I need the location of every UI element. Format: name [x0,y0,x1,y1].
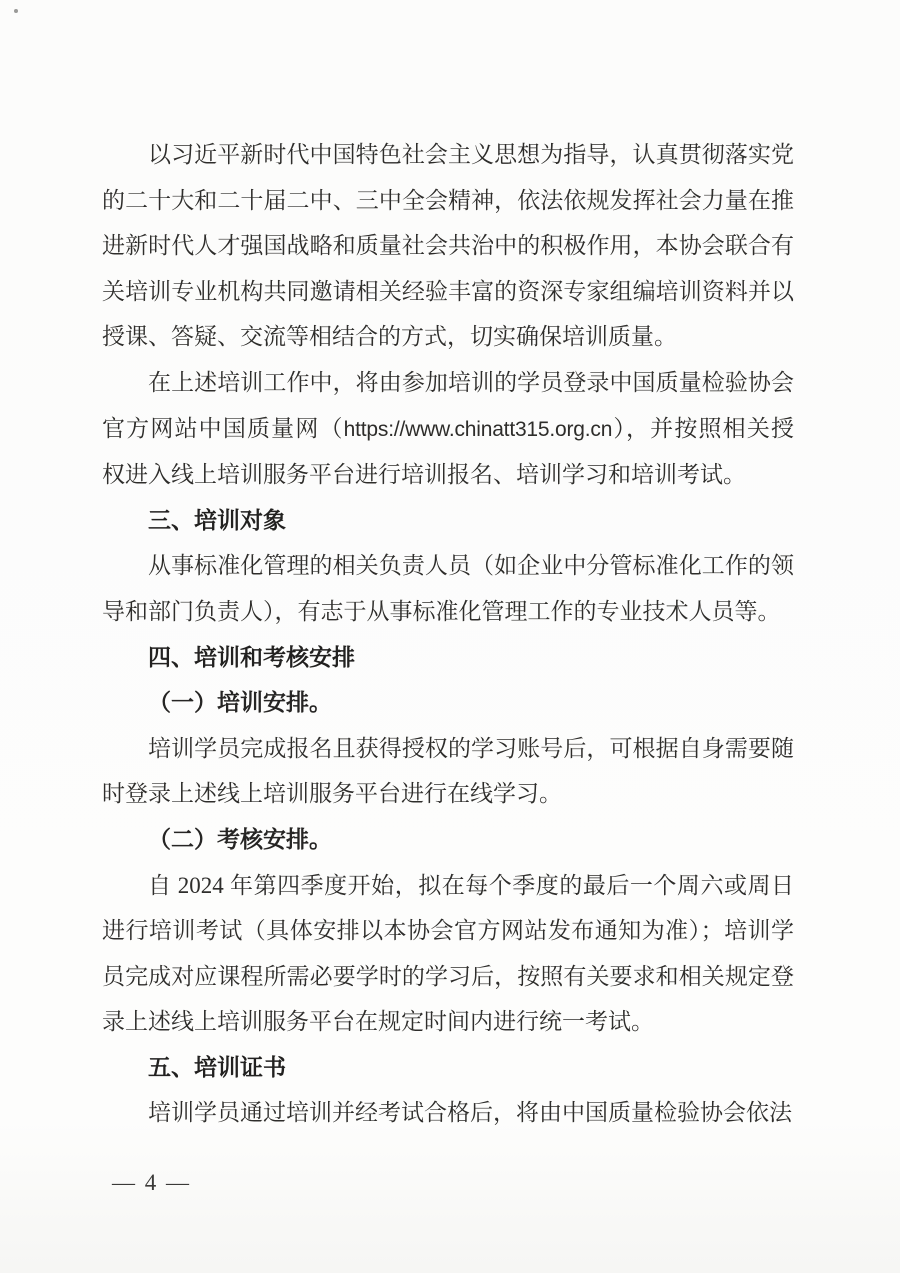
paragraph-training-targets: 从事标准化管理的相关负责人员（如企业中分管标准化工作的领导和部门负责人），有志于从事标准化管理工作的专业技术人员等。 [102,553,794,624]
heading-section-4-training-and-assessment: 四、培训和考核安排 [148,643,355,670]
heading-section-3-training-targets: 三、培训对象 [148,506,286,533]
platform-text-before-url: 在上述培训工作中，将由参加培训的学员登录中国质量检验协会官方网站中国质量网（ [102,369,794,441]
paragraph-training-arrangement: 培训学员完成报名且获得授权的学习账号后，可根据自身需要随时登录上述线上培训服务平台进行在线学习。 [102,735,794,807]
paragraph-assessment-arrangement: 自 2024 年第四季度开始，拟在每个季度的最后一个周六或周日进行培训考试（具体安排以本协会官方网站发布通知为准）；培训学员完成对应课程所需必要学时的学习后，按照有关要求和相关规定登录上述线上培训服务平台在规定时间内进行统一考试。 [102,872,794,1035]
paragraph-training-certificate: 培训学员通过培训并经考试合格后，将由中国质量检验协会依法 [148,1100,792,1126]
scan-artifact-dot [14,9,18,13]
platform-text-after-url: ），并按照相关授权进入线上培训服务平台进行培训报名、培训学习和培训考试。 [102,415,795,488]
subheading-2-assessment-arrangement: （二）考核安排。 [148,826,332,852]
paragraph-online-platform [102,360,794,498]
website-url-text: https://www.chinatt315.org.cn [343,417,613,441]
subheading-1-training-arrangement: （一）培训安排。 [148,690,332,716]
page-number: — 4 — [112,1170,191,1195]
paragraph-guiding-principles: 以习近平新时代中国特色社会主义思想为指导，认真贯彻落实党的二十大和二十届二中、三中全会精神，依法依规发挥社会力量在推进新时代人才强国战略和质量社会共治中的积极作用，本协会联合有关培训专业机构共同邀请相关经验丰富的资深专家组编培训资料并以授课、答疑、交流等相结合的方式，切实确保培训质量。 [102,142,794,350]
document-body [102,132,794,1136]
heading-section-5-training-certificate: 五、培训证书 [148,1053,286,1080]
